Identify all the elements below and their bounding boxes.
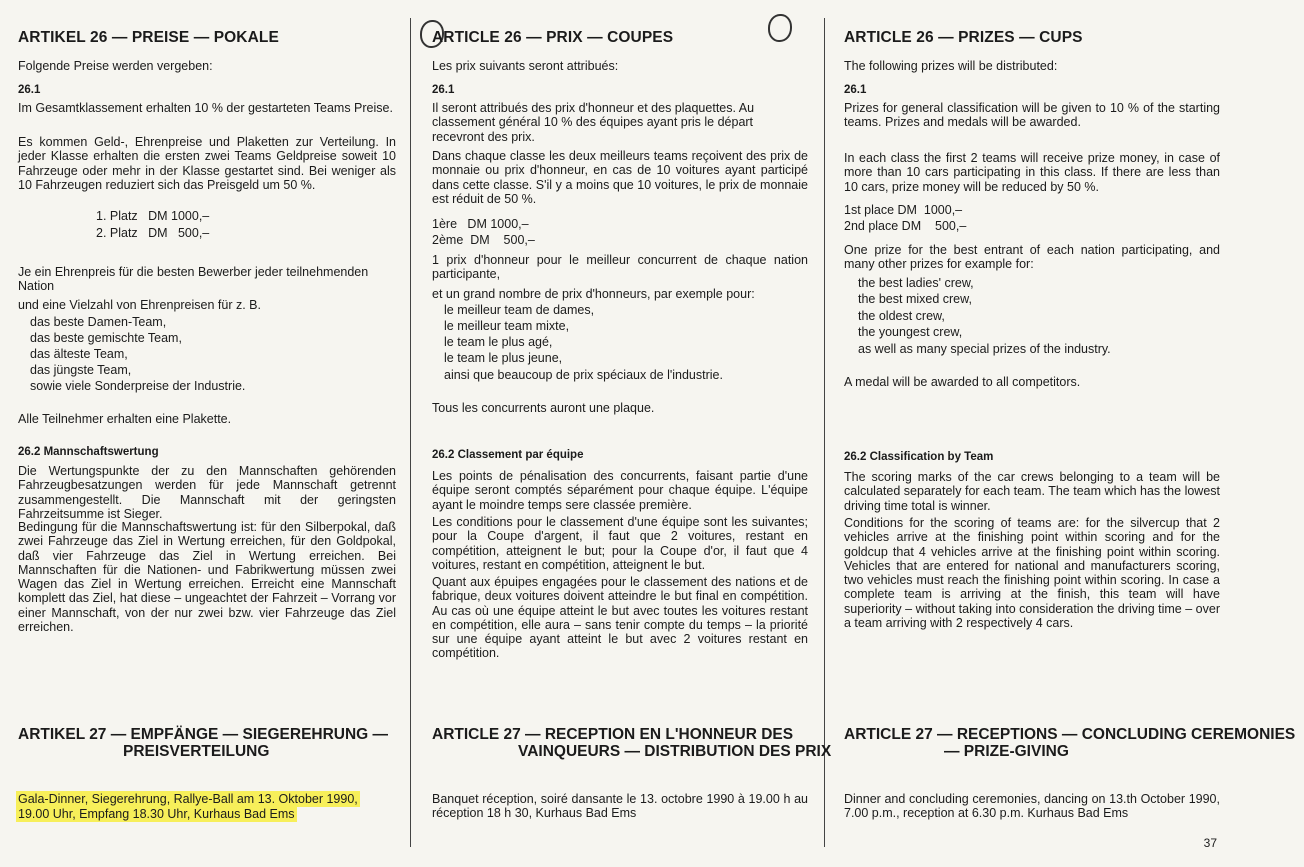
french-section-26-1: 26.1 xyxy=(432,84,455,96)
german-place-2: 2. Platz DM 500,– xyxy=(96,226,210,240)
french-s2-paragraph1: Les points de pénalisation des concurrents, faisant partie d'une équipe seront comptés séparément pour chaque équipe. L'équipe ayant le moindre temps sere classée première. xyxy=(432,469,808,512)
french-many-prizes: et un grand nombre de prix d'honneurs, par exemple pour: xyxy=(432,287,755,301)
german-article27-title: ARTIKEL 27 — EMPFÄNGE — SIEGEREHRUNG — PREISVERTEILUNG xyxy=(18,726,389,760)
french-example-2: le meilleur team mixte, xyxy=(444,319,570,333)
english-section-26-1: 26.1 xyxy=(844,84,867,96)
english-honor-prize: One prize for the best entrant of each nation participating, and many other prizes for example for: xyxy=(844,243,1220,272)
french-s1-paragraph2: Dans chaque classe les deux meilleurs teams reçoivent des prix de monnaie ou prix d'honneur, en cas de 10 voitures ayant participé dans cette classe. S'il y a moins que 10 voitures, le prix de monnaie est réduit de 50 %. xyxy=(432,149,808,206)
french-article27-title: ARTICLE 27 — RECEPTION EN L'HONNEUR DES VAINQUEURS — DISTRIBUTION DES PRIX xyxy=(432,726,832,760)
french-example-5: ainsi que beaucoup de prix spéciaux de l'industrie. xyxy=(444,368,723,382)
german-example-1: das beste Damen-Team, xyxy=(30,315,167,329)
german-example-5: sowie viele Sonderpreise der Industrie. xyxy=(30,379,246,393)
german-plaque: Alle Teilnehmer erhalten eine Plakette. xyxy=(18,412,232,426)
french-example-3: le team le plus agé, xyxy=(444,335,553,349)
french-s2-paragraph2: Les conditions pour le classement d'une équipe sont les suivantes; pour la Coupe d'argent, il faut que 2 voitures, restant en compétition, atteignent le but; pour la Coupe d'or, il faut que 4 voitures, restant en compétition, atteignent le but. xyxy=(432,515,808,572)
english-example-5: as well as many special prizes of the industry. xyxy=(858,342,1111,356)
english-article26-title: ARTICLE 26 — PRIZES — CUPS xyxy=(844,29,1083,46)
german-s2-paragraph2: Bedingung für die Mannschaftswertung ist: für den Silberpokal, daß zwei Fahrzeuge das Ziel in Wertung erreichen, für den Goldpokal, daß vier Fahrzeuge das Ziel in Wertung erreichen. Bei Mannschaften für die Nationen- und Fabrikwertung müssen zwei Wagen das Ziel in Wertung erreichen. Erreicht eine Mannschaft komplett das Ziel, hat diese – ungeachtet der Fahrzeit – Vorrang vor einer Mannschaft, von der nur zwei bzw. vier Fahrzeuge das Ziel erreichen. xyxy=(18,520,396,635)
french-article26-title: ARTICLE 26 — PRIX — COUPES xyxy=(432,29,674,46)
french-plaque: Tous les concurrents auront une plaque. xyxy=(432,401,655,415)
german-article27-line1: Gala-Dinner, Siegerehrung, Rallye-Ball am 13. Oktober 1990, xyxy=(18,792,358,806)
french-example-1: le meilleur team de dames, xyxy=(444,303,595,317)
french-section-26-2: 26.2 Classement par équipe xyxy=(432,449,584,461)
french-article27-text: Banquet réception, soiré dansante le 13. octobre 1990 à 19.00 h au réception 18 h 30, Kurhaus Bad Ems xyxy=(432,792,808,821)
english-article27-text: Dinner and concluding ceremonies, dancing on 13.th October 1990, 7.00 p.m., reception at 6.30 p.m. Kurhaus Bad Ems xyxy=(844,792,1220,821)
english-s1-paragraph2: In each class the first 2 teams will receive prize money, in case of more than 10 cars participating in this class. If there are less than 10 cars, prize money will be reduced by 50 %. xyxy=(844,151,1220,194)
english-article27-title: ARTICLE 27 — RECEPTIONS — CONCLUDING CEREMONIES — PRIZE-GIVING xyxy=(844,726,1296,760)
german-intro: Folgende Preise werden vergeben: xyxy=(18,59,213,73)
german-article26-title: ARTIKEL 26 — PREISE — POKALE xyxy=(18,29,279,46)
french-place-1: 1ère DM 1000,– xyxy=(432,217,529,231)
english-example-4: the youngest crew, xyxy=(858,325,963,339)
page-number: 37 xyxy=(1203,836,1217,850)
english-plaque: A medal will be awarded to all competitors. xyxy=(844,375,1081,389)
english-s1-paragraph1: Prizes for general classification will be given to 10 % of the starting teams. Prizes and medals will be awarded. xyxy=(844,101,1220,130)
german-example-3: das älteste Team, xyxy=(30,347,128,361)
english-place-2: 2nd place DM 500,– xyxy=(844,219,967,233)
french-intro: Les prix suivants seront attribués: xyxy=(432,59,619,73)
french-place-2: 2ème DM 500,– xyxy=(432,233,535,247)
french-column xyxy=(410,0,832,867)
french-s2-paragraph3: Quant aux épuipes engagées pour le classement des nations et de fabrique, deux voitures doivent atteindre le but final en compétition. Au cas où une équipe atteint le but avec toutes les voitures restant en compétition, elle aura – sans tenir compte du temps – la priorité sur une équipe ayant atteint le but avec 2 voitures restant en compétition. xyxy=(432,575,808,661)
german-s2-paragraph1: Die Wertungspunkte der zu den Mannschaften gehörenden Fahrzeugbesatzungen werden für jede Mannschaft getrennt zusammengestellt. Die Mannschaft mit der geringsten Fahrzeitsumme ist Sieger. xyxy=(18,464,396,521)
english-intro: The following prizes will be distributed: xyxy=(844,59,1058,73)
german-column xyxy=(0,0,410,867)
english-section-26-2: 26.2 Classification by Team xyxy=(844,451,994,463)
english-example-2: the best mixed crew, xyxy=(858,292,972,306)
english-example-3: the oldest crew, xyxy=(858,309,945,323)
german-place-1: 1. Platz DM 1000,– xyxy=(96,209,210,223)
german-section-26-2: 26.2 Mannschaftswertung xyxy=(18,446,159,458)
english-example-1: the best ladies' crew, xyxy=(858,276,974,290)
english-place-1: 1st place DM 1000,– xyxy=(844,203,963,217)
german-example-4: das jüngste Team, xyxy=(30,363,132,377)
french-example-4: le team le plus jeune, xyxy=(444,351,563,365)
english-column xyxy=(824,0,1296,867)
french-s1-paragraph1: Il seront attribués des prix d'honneur et des plaquettes. Au classement général 10 % des équipes ayant pris le départ recevront des prix. xyxy=(432,101,755,144)
english-s2-paragraph1: The scoring marks of the car crews belonging to a team will be calculated separately for each team. The team which has the lowest driving time total is winner. xyxy=(844,470,1220,513)
german-s1-paragraph2: Es kommen Geld-, Ehrenpreise und Plaketten zur Verteilung. In jeder Klasse erhalten die ersten zwei Teams Geldpreise soweit 10 Fahrzeuge oder mehr in der Klasse gestartet sind. Bei weniger als 10 Fahrzeugen reduziert sich das Preisgeld um 50 %. xyxy=(18,135,396,192)
german-many-prizes: und eine Vielzahl von Ehrenpreisen für z. B. xyxy=(18,298,261,312)
german-honor-prize: Je ein Ehrenpreis für die besten Bewerber jeder teilnehmenden Nation xyxy=(18,265,369,294)
english-s2-paragraph2: Conditions for the scoring of teams are: for the silvercup that 2 vehicles arrive at the finishing point within scoring and for the goldcup that 4 vehicles arrive at the finishing point within scoring. Vehicles that are entered for national and manufacturers scoring, two vehicles must reach the finishing point within scoring. In case a complete team is arriving at the finish, this team will have superiority – without taking into consideration the driving time – over a team arriving with 2 respectively 4 cars. xyxy=(844,516,1220,631)
german-article27-text xyxy=(16,792,408,822)
german-section-26-1: 26.1 xyxy=(18,84,41,96)
german-example-2: das beste gemischte Team, xyxy=(30,331,182,345)
german-s1-paragraph1: Im Gesamtklassement erhalten 10 % der gestarteten Teams Preise. xyxy=(18,101,393,115)
french-honor-prize: 1 prix d'honneur pour le meilleur concurrent de chaque nation participante, xyxy=(432,253,808,282)
german-article27-line2: 19.00 Uhr, Empfang 18.30 Uhr, Kurhaus Bad Ems xyxy=(18,807,295,822)
